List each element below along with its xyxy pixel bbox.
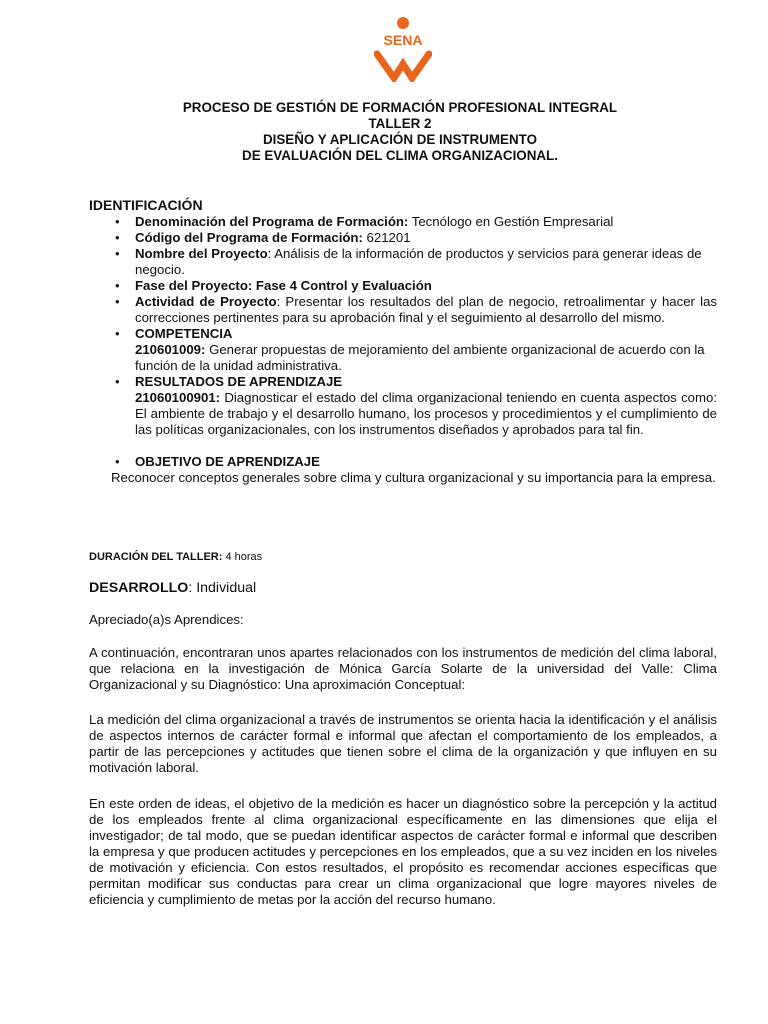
document-title <box>0 100 768 164</box>
duracion <box>89 549 717 565</box>
title-line-2: TALLER 2 <box>368 116 432 131</box>
item-label: Código del Programa de Formación: <box>135 230 363 245</box>
list-item <box>89 278 717 294</box>
title-line-4: DE EVALUACIÓN DEL CLIMA ORGANIZACIONAL. <box>242 148 558 163</box>
item-label: OBJETIVO DE APRENDIZAJE <box>135 454 320 469</box>
list-item <box>89 294 717 326</box>
logo-text: SENA <box>383 32 423 48</box>
item-label: Fase del Proyecto: Fase 4 Control y Evaluación <box>135 278 432 293</box>
item-label: Nombre del Proyecto <box>135 246 268 261</box>
item-sub-text: Reconocer conceptos generales sobre clima y cultura organizacional y su importancia para la empresa. <box>111 470 716 485</box>
paragraph-objective: En este orden de ideas, el objetivo de la medición es hacer un diagnóstico sobre la percepción y la actitud de los empleados frente al clima organizacional específicamente en las dimensiones que elija el investigador; de tal modo, que se puedan identificar aspectos de carácter formal e informal que describen la empresa y que producen actitudes y percepciones en los empleados, que a su vez inciden en los niveles de motivación y eficiencia. Con estos resultados, el propósito es recomendar acciones específicas que permitan modificar sus conductas para crear un clima organizacional que logre mayores niveles de eficiencia y cumplimiento de metas por la acción del recurso humano. <box>89 796 717 907</box>
identificacion-list <box>89 214 717 486</box>
desarrollo <box>89 580 717 596</box>
item-label: Denominación del Programa de Formación: <box>135 214 409 229</box>
item-sub-text: Generar propuestas de mejoramiento del ambiente organizacional de acuerdo con la función de la unidad administrativa. <box>135 342 705 373</box>
desarrollo-value: : Individual <box>188 580 257 596</box>
title-line-1: PROCESO DE GESTIÓN DE FORMACIÓN PROFESIONAL INTEGRAL <box>182 100 618 115</box>
item-text: : Presentar los resultados del plan de negocio, retroalimentar y hacer las correcciones pertinentes para su aprobación final y el seguimiento al desarrollo del mismo. <box>135 294 717 325</box>
sena-logo <box>374 16 432 82</box>
duracion-value: 4 horas <box>222 551 263 563</box>
list-item <box>89 374 717 438</box>
item-label: RESULTADOS DE APRENDIZAJE <box>135 374 343 389</box>
identificacion-heading: IDENTIFICACIÓN <box>89 197 203 213</box>
item-label: Actividad de Proyecto <box>135 294 277 309</box>
desarrollo-label: DESARROLLO <box>89 580 189 596</box>
duracion-label: DURACIÓN DEL TALLER: <box>89 551 223 563</box>
list-item <box>89 326 717 374</box>
list-item <box>89 230 717 246</box>
list-item <box>89 214 717 230</box>
list-item <box>89 454 717 486</box>
item-text: Tecnólogo en Gestión Empresarial <box>408 214 614 229</box>
item-sub-label: 21060100901: <box>135 390 221 405</box>
paragraph-intro: A continuación, encontraran unos apartes relacionados con los instrumentos de medición del clima laboral, que relaciona en la investigación de Mónica García Solarte de la universidad del Valle: Clima Organizacional y su Diagnóstico: Una aproximación Conceptual: <box>89 645 717 692</box>
item-sub-label: 210601009: <box>135 342 206 357</box>
paragraph-greeting: Apreciado(a)s Aprendices: <box>89 612 244 627</box>
item-sub-text: Diagnosticar el estado del clima organizacional teniendo en cuenta aspectos como: El ambiente de trabajo y el desarrollo humano, los procesos y procedimientos y el cumplimiento de las políticas organizacionales, con los instrumentos diseñados y aprobados para tal fin. <box>135 390 717 437</box>
list-item <box>89 246 717 278</box>
title-line-3: DISEÑO Y APLICACIÓN DE INSTRUMENTO <box>262 132 538 147</box>
item-text: 621201 <box>362 230 411 245</box>
item-text: : Análisis de la información de productos y servicios para generar ideas de negocio. <box>135 246 702 277</box>
paragraph-measurement: La medición del clima organizacional a través de instrumentos se orienta hacia la identificación y el análisis de aspectos internos de carácter formal e informal que afectan el comportamiento de los empleados, a partir de las percepciones y actitudes que tienen sobre el clima de la organización y que influyen en su motivación laboral. <box>89 712 717 775</box>
item-label: COMPETENCIA <box>135 326 233 341</box>
